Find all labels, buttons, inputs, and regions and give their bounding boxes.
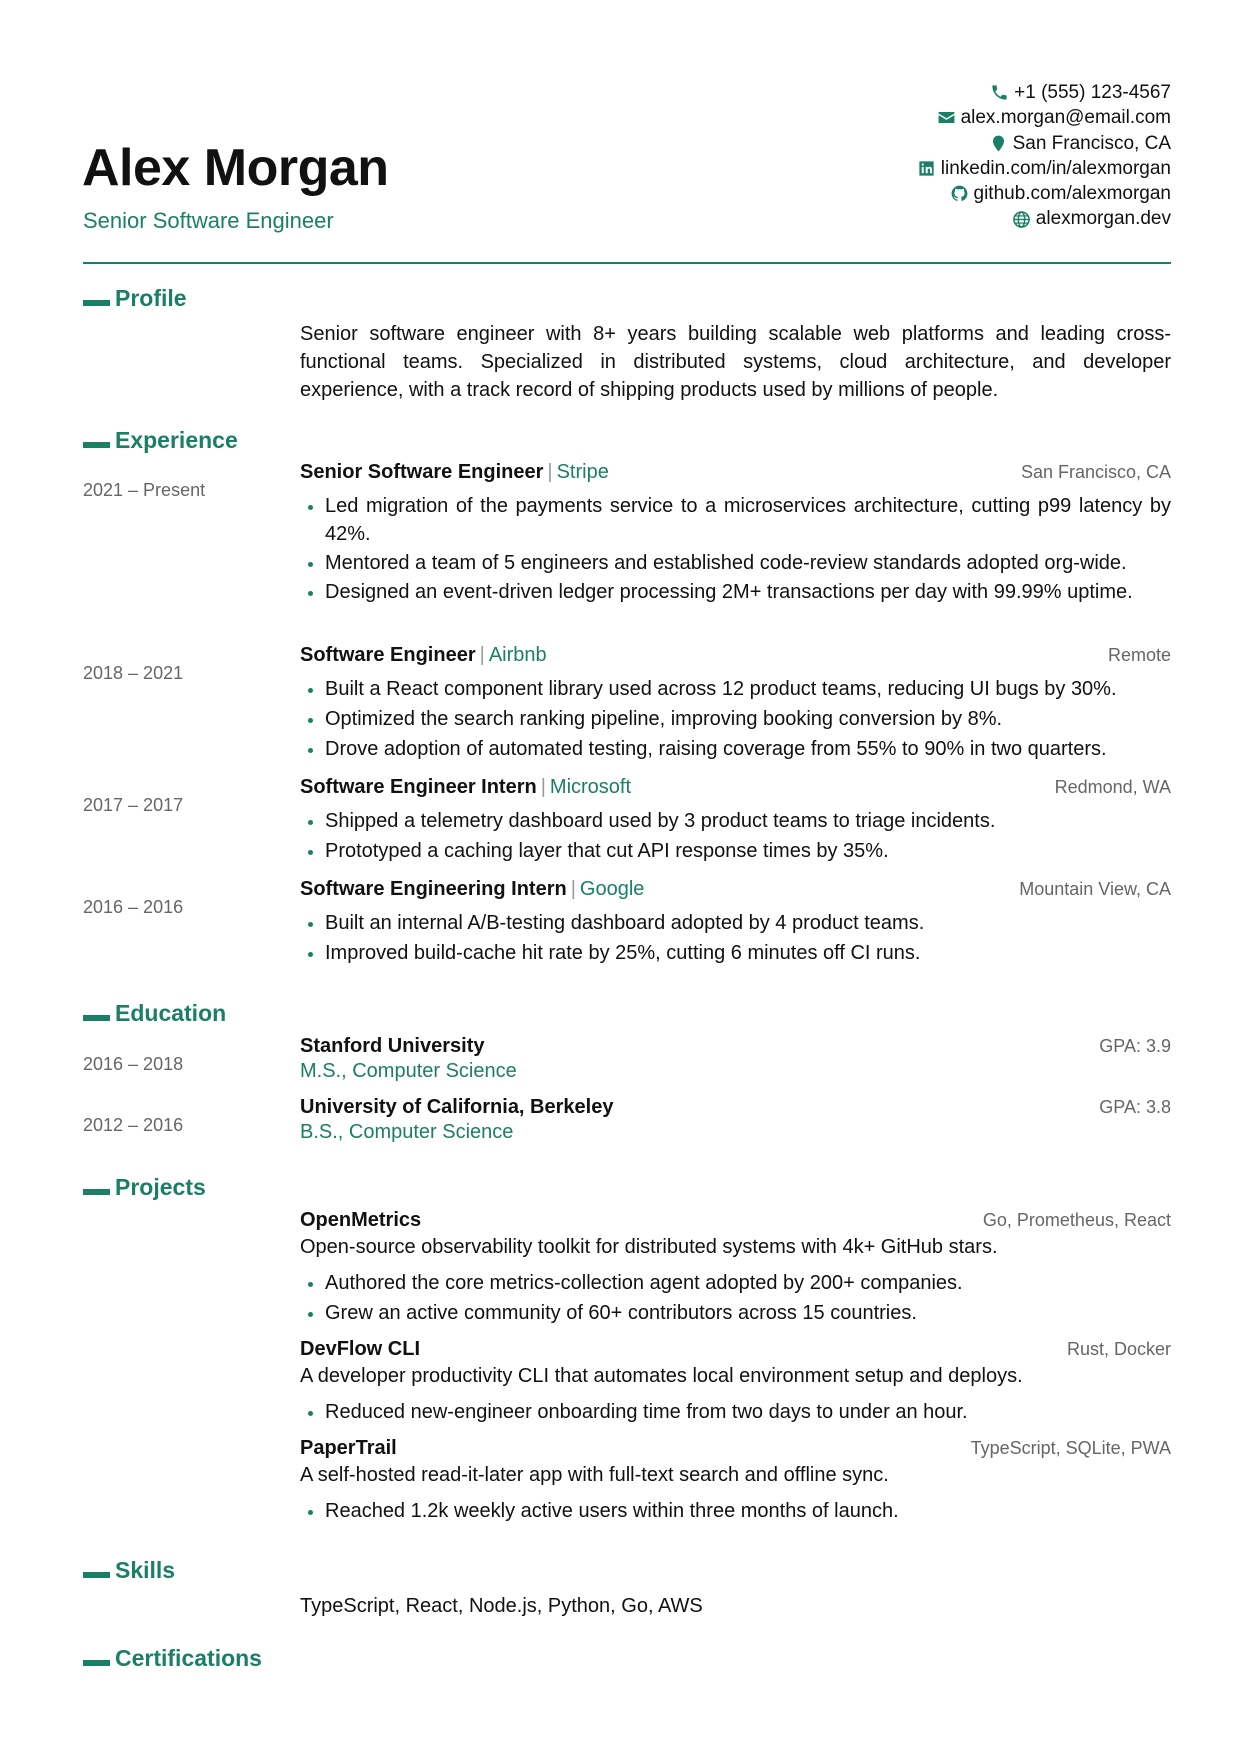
education-header xyxy=(300,1096,1171,1119)
separator: | xyxy=(540,776,546,798)
section-heading-certifications xyxy=(83,1645,262,1672)
section-heading-text: Education xyxy=(115,1000,227,1026)
education-header xyxy=(300,1035,1171,1058)
candidate-title: Senior Software Engineer xyxy=(83,208,334,233)
education-school: University of California, Berkeley xyxy=(300,1096,614,1118)
section-marker xyxy=(83,300,110,306)
section-heading-education xyxy=(83,1000,226,1027)
project-header xyxy=(300,1209,1171,1232)
project-description: A developer productivity CLI that automates local environment setup and deploys. xyxy=(300,1365,1023,1387)
education-dates: 2012 – 2016 xyxy=(83,1115,184,1135)
job-role: Software Engineer xyxy=(300,644,476,666)
contact-list xyxy=(917,80,1171,232)
candidate-name: Alex Morgan xyxy=(82,139,389,197)
profile-summary: Senior software engineer with 8+ years building scalable web platforms and leading cross-functional teams. Specialized in distributed systems, cloud architecture, and developer experience, with a track record of shipping products used by millions of people. xyxy=(300,323,1171,401)
section-heading-experience xyxy=(83,427,238,454)
job-header xyxy=(300,644,1171,667)
envelope-icon xyxy=(937,108,956,127)
map-pin-icon xyxy=(989,134,1008,153)
contact-email-text: alex.morgan@email.com xyxy=(960,107,1171,129)
job-location: Remote xyxy=(1107,645,1171,665)
job-title-line xyxy=(300,776,631,799)
education-school: Stanford University xyxy=(300,1035,485,1057)
phone-icon xyxy=(990,83,1009,102)
section-heading-text: Skills xyxy=(115,1557,176,1583)
separator: | xyxy=(570,878,576,900)
job-bullets xyxy=(300,675,1171,763)
section-heading-text: Projects xyxy=(115,1174,206,1200)
job-title-line xyxy=(300,644,547,667)
education-degree: B.S., Computer Science xyxy=(300,1121,514,1143)
project-tech: TypeScript, SQLite, PWA xyxy=(970,1438,1171,1458)
section-heading-text: Profile xyxy=(115,285,187,311)
header-divider xyxy=(83,262,1171,264)
project-bullets xyxy=(300,1269,1171,1327)
project-name: PaperTrail xyxy=(300,1437,397,1459)
job-company: Google xyxy=(579,878,645,900)
job-header xyxy=(300,776,1171,799)
job-header xyxy=(300,461,1171,484)
section-marker xyxy=(83,442,110,448)
project-name: OpenMetrics xyxy=(300,1209,422,1231)
education-dates: 2016 – 2018 xyxy=(83,1054,184,1074)
project-header xyxy=(300,1338,1171,1361)
job-dates: 2017 – 2017 xyxy=(83,795,184,815)
job-header xyxy=(300,878,1171,901)
job-location: San Francisco, CA xyxy=(1020,462,1171,482)
job-bullets xyxy=(300,909,1171,967)
job-company: Airbnb xyxy=(488,644,547,666)
job-role: Software Engineering Intern xyxy=(300,878,567,900)
project-entry-papertrail xyxy=(300,1437,1171,1525)
job-company: Microsoft xyxy=(549,776,632,798)
bullet-item: Shipped a telemetry dashboard used by 3 product teams to triage incidents. xyxy=(300,807,1171,835)
project-entry-devflow xyxy=(300,1338,1171,1426)
job-entry-microsoft xyxy=(300,776,1171,865)
bullet-item: Authored the core metrics-collection agent adopted by 200+ companies. xyxy=(300,1269,1171,1297)
section-heading-projects xyxy=(83,1174,206,1201)
job-entry-stripe xyxy=(300,461,1171,606)
job-dates: 2018 – 2021 xyxy=(83,663,184,683)
contact-linkedin[interactable] xyxy=(917,156,1171,181)
bullet-item: Grew an active community of 60+ contributors across 15 countries. xyxy=(300,1299,1171,1327)
project-entry-openmetrics xyxy=(300,1209,1171,1327)
job-entry-airbnb xyxy=(300,644,1171,763)
section-heading-text: Experience xyxy=(115,427,238,453)
bullet-item: Drove adoption of automated testing, raising coverage from 55% to 90% in two quarters. xyxy=(300,735,1171,763)
project-bullets xyxy=(300,1398,1171,1426)
contact-phone[interactable] xyxy=(917,80,1171,105)
education-gpa: GPA: 3.9 xyxy=(1099,1036,1171,1056)
contact-github-text: github.com/alexmorgan xyxy=(973,183,1171,205)
bullet-item: Mentored a team of 5 engineers and established code-review standards adopted org-wide. xyxy=(300,549,1171,577)
bullet-item: Designed an event-driven ledger processing 2M+ transactions per day with 99.99% uptime. xyxy=(300,578,1171,606)
education-gpa: GPA: 3.8 xyxy=(1099,1097,1171,1117)
bullet-item: Reached 1.2k weekly active users within three months of launch. xyxy=(300,1497,1171,1525)
job-role: Software Engineer Intern xyxy=(300,776,537,798)
job-title-line xyxy=(300,461,609,484)
job-entry-google xyxy=(300,878,1171,967)
section-heading-skills xyxy=(83,1557,175,1584)
job-bullets xyxy=(300,492,1171,606)
project-bullets xyxy=(300,1497,1171,1525)
education-entry xyxy=(300,1096,1171,1144)
contact-location xyxy=(917,131,1171,156)
section-marker xyxy=(83,1015,110,1021)
job-title-line xyxy=(300,878,644,901)
contact-linkedin-text: linkedin.com/in/alexmorgan xyxy=(940,157,1171,179)
bullet-item: Led migration of the payments service to a microservices architecture, cutting p99 latency by 42%. xyxy=(300,492,1171,548)
contact-website-text: alexmorgan.dev xyxy=(1035,208,1171,230)
skills-list: TypeScript, React, Node.js, Python, Go, AWS xyxy=(300,1595,703,1617)
job-location: Redmond, WA xyxy=(1054,777,1171,797)
contact-location-text: San Francisco, CA xyxy=(1012,132,1171,154)
bullet-item: Optimized the search ranking pipeline, improving booking conversion by 8%. xyxy=(300,705,1171,733)
contact-email[interactable] xyxy=(917,105,1171,130)
bullet-item: Reduced new-engineer onboarding time from two days to under an hour. xyxy=(300,1398,1171,1426)
bullet-item: Improved build-cache hit rate by 25%, cutting 6 minutes off CI runs. xyxy=(300,939,1171,967)
section-marker xyxy=(83,1572,110,1578)
linkedin-icon xyxy=(917,159,936,178)
bullet-item: Built an internal A/B-testing dashboard adopted by 4 product teams. xyxy=(300,909,1171,937)
job-dates: 2021 – Present xyxy=(83,480,206,500)
contact-github[interactable] xyxy=(917,181,1171,206)
project-tech: Rust, Docker xyxy=(1066,1339,1171,1359)
section-heading-profile xyxy=(83,285,187,312)
separator: | xyxy=(479,644,485,666)
project-description: Open-source observability toolkit for distributed systems with 4k+ GitHub stars. xyxy=(300,1236,998,1258)
education-entry xyxy=(300,1035,1171,1083)
project-header xyxy=(300,1437,1171,1460)
bullet-item: Built a React component library used across 12 product teams, reducing UI bugs by 30%. xyxy=(300,675,1171,703)
job-role: Senior Software Engineer xyxy=(300,461,544,483)
section-heading-text: Certifications xyxy=(115,1645,262,1671)
education-degree: M.S., Computer Science xyxy=(300,1060,517,1082)
job-company: Stripe xyxy=(556,461,609,483)
globe-icon xyxy=(1012,210,1031,229)
section-marker xyxy=(83,1189,110,1195)
section-marker xyxy=(83,1660,110,1666)
job-bullets xyxy=(300,807,1171,865)
project-description: A self-hosted read-it-later app with full-text search and offline sync. xyxy=(300,1464,889,1486)
contact-website[interactable] xyxy=(917,206,1171,231)
contact-phone-text: +1 (555) 123-4567 xyxy=(1014,82,1171,103)
project-tech: Go, Prometheus, React xyxy=(982,1210,1171,1230)
bullet-item: Prototyped a caching layer that cut API response times by 35%. xyxy=(300,837,1171,865)
separator: | xyxy=(547,461,553,483)
project-name: DevFlow CLI xyxy=(300,1338,421,1360)
job-dates: 2016 – 2016 xyxy=(83,897,184,917)
github-icon xyxy=(950,184,969,203)
job-location: Mountain View, CA xyxy=(1019,879,1171,899)
